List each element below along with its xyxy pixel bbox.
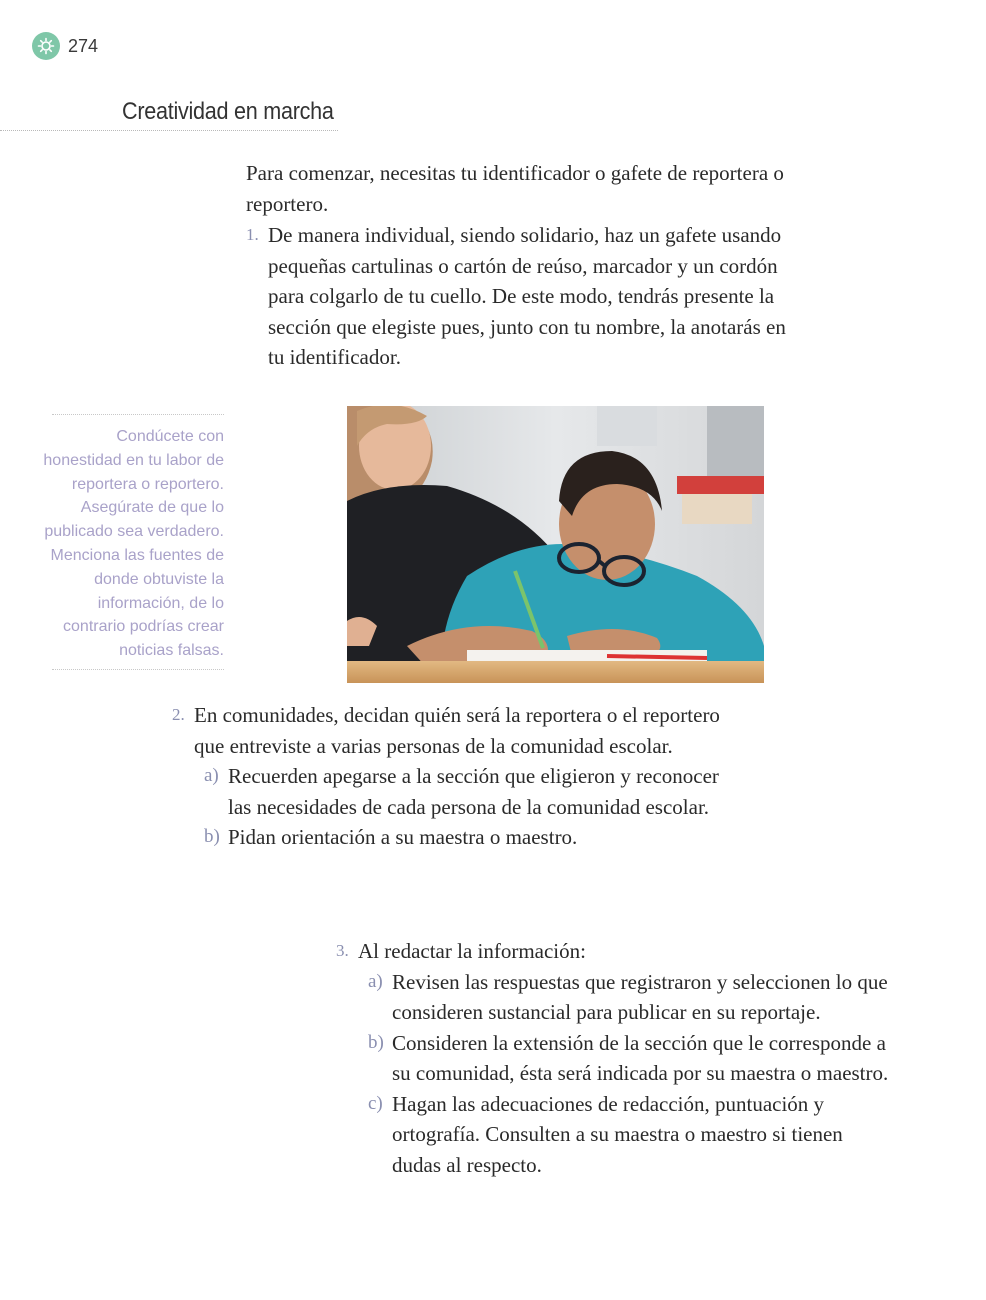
sub-item-letter: a) xyxy=(204,765,219,786)
sub-item-text: Revisen las respuestas que registraron y seleccionen lo que consideren sustancial para publicar en su reportaje. xyxy=(392,969,888,1024)
item-number: 1. xyxy=(246,225,259,244)
student-writing-photo xyxy=(347,406,764,683)
sidebar-note xyxy=(43,414,224,670)
sub-item-text: Pidan orientación a su maestra o maestro. xyxy=(228,825,578,849)
sidebar-note-text: Condúcete con honestidad en tu labor de reportera o reportero. Asegúrate de que lo publicado sea verdadero. Menciona las fuentes de donde obtuviste la información, de lo contrario podrías crear noticias falsas. xyxy=(43,428,224,660)
sub-item-3c xyxy=(368,1089,896,1181)
sub-item-letter: c) xyxy=(368,1092,383,1114)
title-divider xyxy=(0,130,338,131)
section-title: Creatividad en marcha xyxy=(122,98,334,125)
page-number-text: 274 xyxy=(68,35,99,56)
item-text: De manera individual, siendo solidario, haz un gafete usando pequeñas cartulinas o cartón de reúso, marcador y un cordón para colgarlo de tu cuello. De este modo, tendrás presente la sección que elegiste pues, junto con tu nombre, la anotarás en tu identificador. xyxy=(268,223,786,369)
list-item-1 xyxy=(246,220,806,373)
list-item-3 xyxy=(336,936,896,1180)
page-number xyxy=(32,32,98,60)
item-number: 2. xyxy=(172,705,185,724)
sub-item-text: Hagan las adecuaciones de redacción, puntuación y ortografía. Consulten a su maestra o maestro si tienen dudas al respecto. xyxy=(392,1091,843,1177)
sun-gear-icon xyxy=(32,32,60,60)
item-text: Al redactar la información: xyxy=(358,939,586,963)
list-item-2 xyxy=(172,700,732,853)
sub-item-letter: b) xyxy=(204,826,220,847)
sub-item-letter: a) xyxy=(368,970,383,992)
item-text: En comunidades, decidan quién será la reportera o el reportero que entreviste a varias personas de la comunidad escolar. xyxy=(194,703,720,758)
sub-item-3b xyxy=(368,1028,896,1089)
sub-item-text: Recuerden apegarse a la sección que eligieron y reconocer las necesidades de cada persona de la comunidad escolar. xyxy=(228,764,719,819)
sub-item-text: Consideren la extensión de la sección que le corresponde a su comunidad, ésta será indicada por su maestra o maestro. xyxy=(392,1030,889,1085)
sub-item-letter: b) xyxy=(368,1031,384,1053)
sub-item-2a xyxy=(204,761,732,822)
sub-item-3a xyxy=(368,967,896,1028)
intro-paragraph: Para comenzar, necesitas tu identificador o gafete de reportera o reportero. xyxy=(246,161,784,216)
sub-item-2b xyxy=(204,822,732,853)
item-number: 3. xyxy=(336,941,349,960)
